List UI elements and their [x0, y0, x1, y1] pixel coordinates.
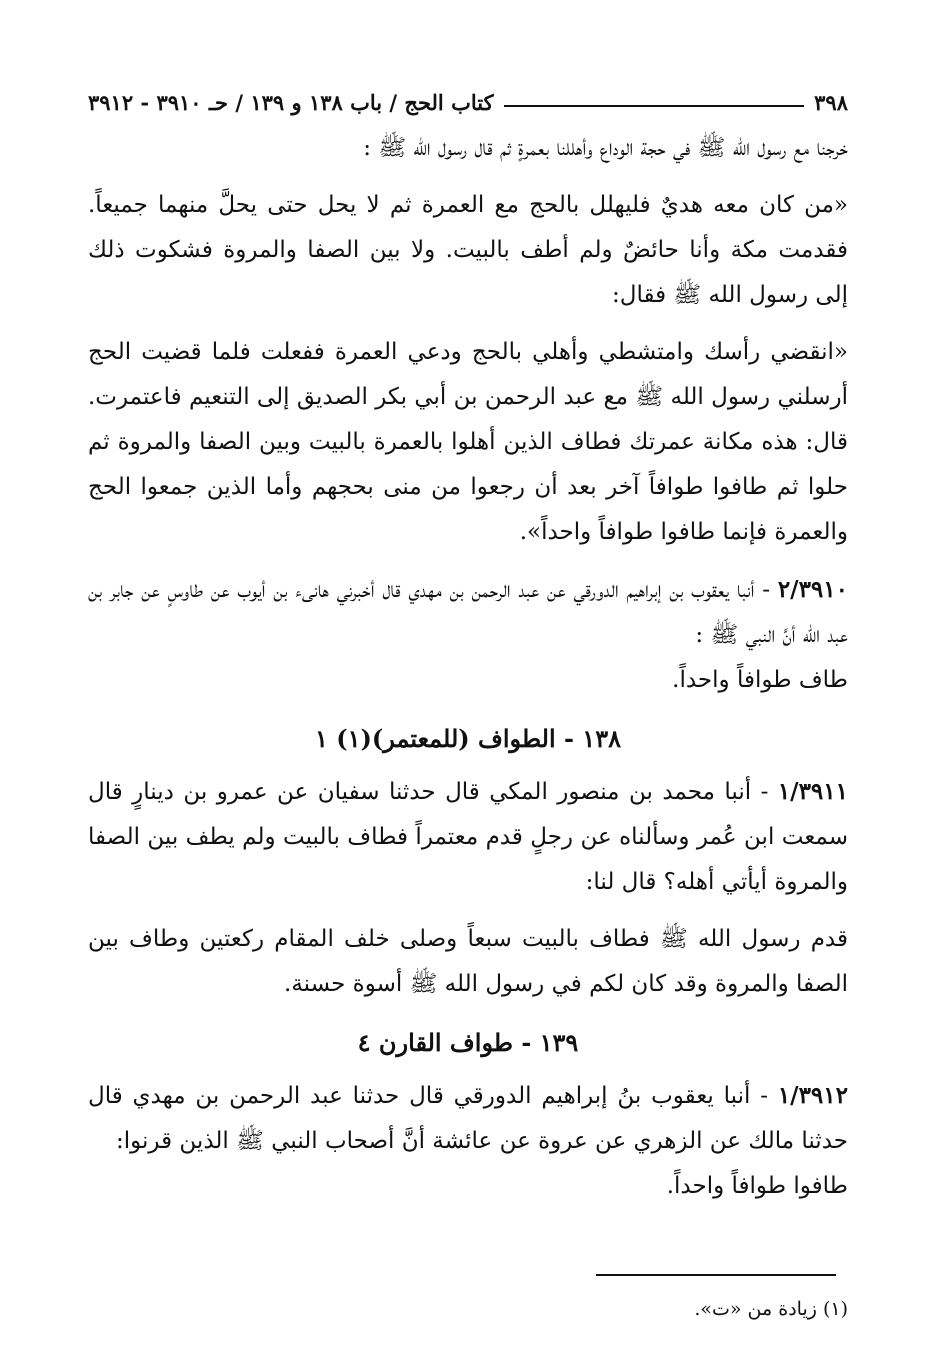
paragraph-2: «من كان معه هديٌ فليهلل بالحج مع العمرة ثم لا يحل حتى يحلَّ منهما جميعاً. فقدمت مكة وأنا حائضٌ ولم أطف بالبيت. ولا بين الصفا والمروة فشكوت ذلك إلى رسول الله ﷺ فقال:: [88, 192, 848, 308]
section-heading-138: ١٣٨ - الطواف (للمعتمر)(١) ١: [315, 724, 621, 753]
paragraph-5: طاف طوافاً واحداً.: [672, 667, 848, 693]
section-heading-139: ١٣٩ - طواف القارن ٤: [357, 1028, 579, 1057]
hadith-3910: [88, 567, 848, 658]
page-number: ٣٩٨: [814, 89, 848, 115]
paragraph-7: قدم رسول الله ﷺ فطاف بالبيت سبعاً وصلى خلف المقام ركعتين وطاف بين الصفا والمروة وقد كان لكم في رسول الله ﷺ أسوة حسنة.: [88, 926, 848, 997]
hadith-3912: [88, 1073, 848, 1164]
hadith-number: ٢/٣٩١٠: [777, 576, 848, 603]
paragraph-3: «انقضي رأسك وامتشطي وأهلي بالحج ودعي العمرة ففعلت فلما قضيت الحج أرسلني رسول الله ﷺ مع عبد الرحمن بن أبي بكر الصديق إلى التنعيم فاعتمرت. قال: هذه مكانة عمرتك فطاف الذين أهلوا بالعمرة بالبيت وبين الصفا والمروة ثم حلوا ثم طافوا طوافاً آخر بعد أن رجعوا من منى بحجهم وأما الذين جمعوا الحج والعمرة فإنما طافوا طوافاً واحداً».: [88, 339, 848, 545]
running-title: كتاب الحج / باب ١٣٨ و ١٣٩ / حـ ٣٩١٠ - ٣٩١٢: [88, 89, 494, 115]
footnote: (١) زيادة من «ت».: [694, 1298, 848, 1320]
page-body: [88, 82, 848, 1209]
hadith-text: - أنبا يعقوب بن إبراهيم الدورقي عن عبد الرحمن بن مهدي قال أخبرني هانىء بن أيوب عن طاوسٍ عن جابر بن عبد الله أنَّ النبي ﷺ :: [88, 577, 848, 648]
hadith-number: ١/٣٩١٢: [777, 1082, 848, 1109]
hadith-number: ١/٣٩١١: [777, 778, 848, 805]
hadith-text: - أنبا يعقوب بنُ إبراهيم الدورقي قال حدثنا عبد الرحمن بن مهدي قال حدثنا مالك عن الزهري عن عروة عن عائشة أنَّ أصحاب النبي ﷺ الذين قرنوا:: [88, 1083, 848, 1154]
footnote-rule: [596, 1274, 836, 1276]
paragraph-1: خرجنا مع رسول الله ﷺ في حجة الوداع وأهللنا بعمرةٍ ثم قال رسول الله ﷺ :: [363, 135, 848, 161]
hadith-text: - أنبا محمد بن منصور المكي قال حدثنا سفيان عن عمرو بن دينارٍ قال سمعت ابن عُمر وسألناه عن رجلٍ قدم معتمراً فطاف بالبيت ولم يطف بين الصفا والمروة أيأتي أهله؟ قال لنا:: [88, 779, 848, 895]
hadith-3911: [88, 769, 848, 905]
paragraph-9: طافوا طوافاً واحداً.: [666, 1173, 848, 1199]
running-header: [88, 82, 848, 122]
header-rule: [504, 105, 805, 107]
